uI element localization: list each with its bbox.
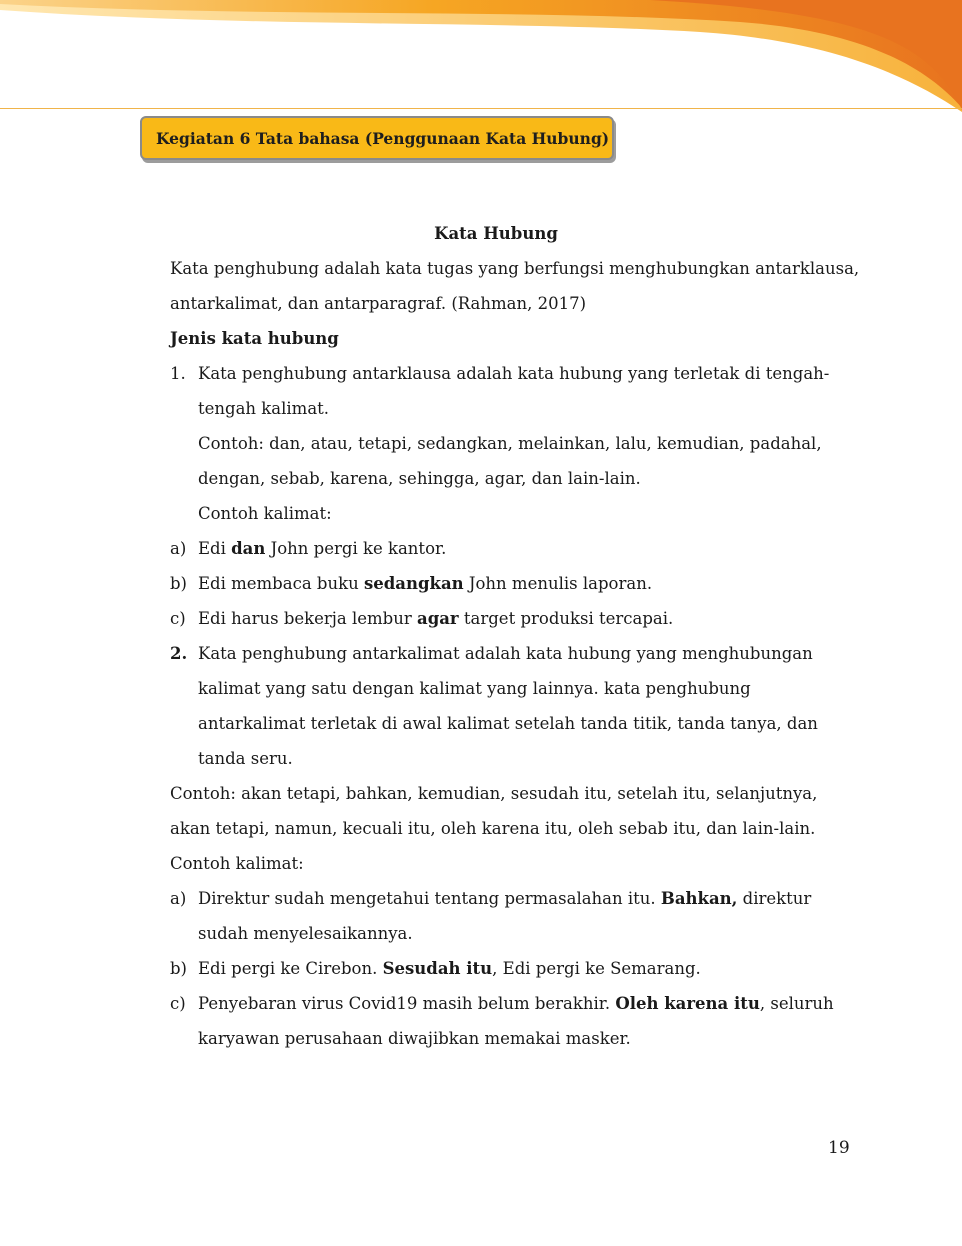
example-sentence: Direktur sudah mengetahui tentang permasalahan itu. Bahkan, direktur	[198, 889, 812, 908]
item1-example-line1: Contoh: dan, atau, tetapi, sedangkan, melainkan, lalu, kemudian, padahal,	[198, 434, 822, 453]
intro-text-line1: Kata penghubung adalah kata tugas yang berfungsi menghubungkan antarklausa,	[170, 259, 860, 278]
list-item: a)	[170, 889, 187, 908]
item1-line1: Kata penghubung antarklausa adalah kata hubung yang terletak di tengah-	[198, 364, 830, 383]
list-item: b)	[170, 959, 187, 978]
item2-line3: antarkalimat terletak di awal kalimat setelah tanda titik, tanda tanya, dan	[198, 714, 818, 733]
intro-text-line2: antarkalimat, dan antarparagraf. (Rahman, 2017)	[170, 294, 587, 313]
list-number: 1.	[170, 364, 186, 383]
example-sentence: Penyebaran virus Covid19 masih belum berakhir. Oleh karena itu, seluruh	[198, 994, 834, 1013]
list-item: b)	[170, 574, 187, 593]
list-item-2	[170, 636, 187, 671]
example-sentence: Edi dan John pergi ke kantor.	[198, 539, 447, 558]
activity-title-box	[140, 116, 614, 160]
list-number: 2.	[170, 644, 188, 663]
item2-line1: Kata penghubung antarkalimat adalah kata hubung yang menghubungan	[198, 644, 813, 663]
list-item-1	[170, 356, 186, 391]
list-item: c)	[170, 994, 186, 1013]
activity-title: Kegiatan 6 Tata bahasa (Penggunaan Kata Hubung)	[156, 128, 610, 148]
item2-line2: kalimat yang satu dengan kalimat yang lainnya. kata penghubung	[198, 679, 751, 698]
item1-line2: tengah kalimat.	[198, 399, 330, 418]
example-sentence: Edi harus bekerja lembur agar target produksi tercapai.	[198, 609, 674, 628]
list-item: c)	[170, 609, 186, 628]
section-title: Kata Hubung	[434, 224, 558, 243]
example-sentence: Edi pergi ke Cirebon. Sesudah itu, Edi pergi ke Semarang.	[198, 959, 701, 978]
example-sentence: Edi membaca buku sedangkan John menulis laporan.	[198, 574, 653, 593]
page-number: 19	[828, 1138, 850, 1158]
types-heading: Jenis kata hubung	[170, 329, 339, 348]
item1-example-line2: dengan, sebab, karena, sehingga, agar, dan lain-lain.	[198, 469, 641, 488]
item1-sentences-label: Contoh kalimat:	[198, 504, 332, 523]
list-item: a)	[170, 539, 187, 558]
example-sentence-continued: karyawan perusahaan diwajibkan memakai masker.	[198, 1029, 631, 1048]
item2-example-line1: Contoh: akan tetapi, bahkan, kemudian, sesudah itu, setelah itu, selanjutnya,	[170, 784, 818, 803]
header-rule	[0, 108, 962, 109]
header-decoration	[0, 0, 962, 120]
item2-example-line2: akan tetapi, namun, kecuali itu, oleh karena itu, oleh sebab itu, dan lain-lain.	[170, 819, 816, 838]
example-sentence-continued: sudah menyelesaikannya.	[198, 924, 413, 943]
item2-sentences-label: Contoh kalimat:	[170, 854, 304, 873]
item2-line4: tanda seru.	[198, 749, 293, 768]
